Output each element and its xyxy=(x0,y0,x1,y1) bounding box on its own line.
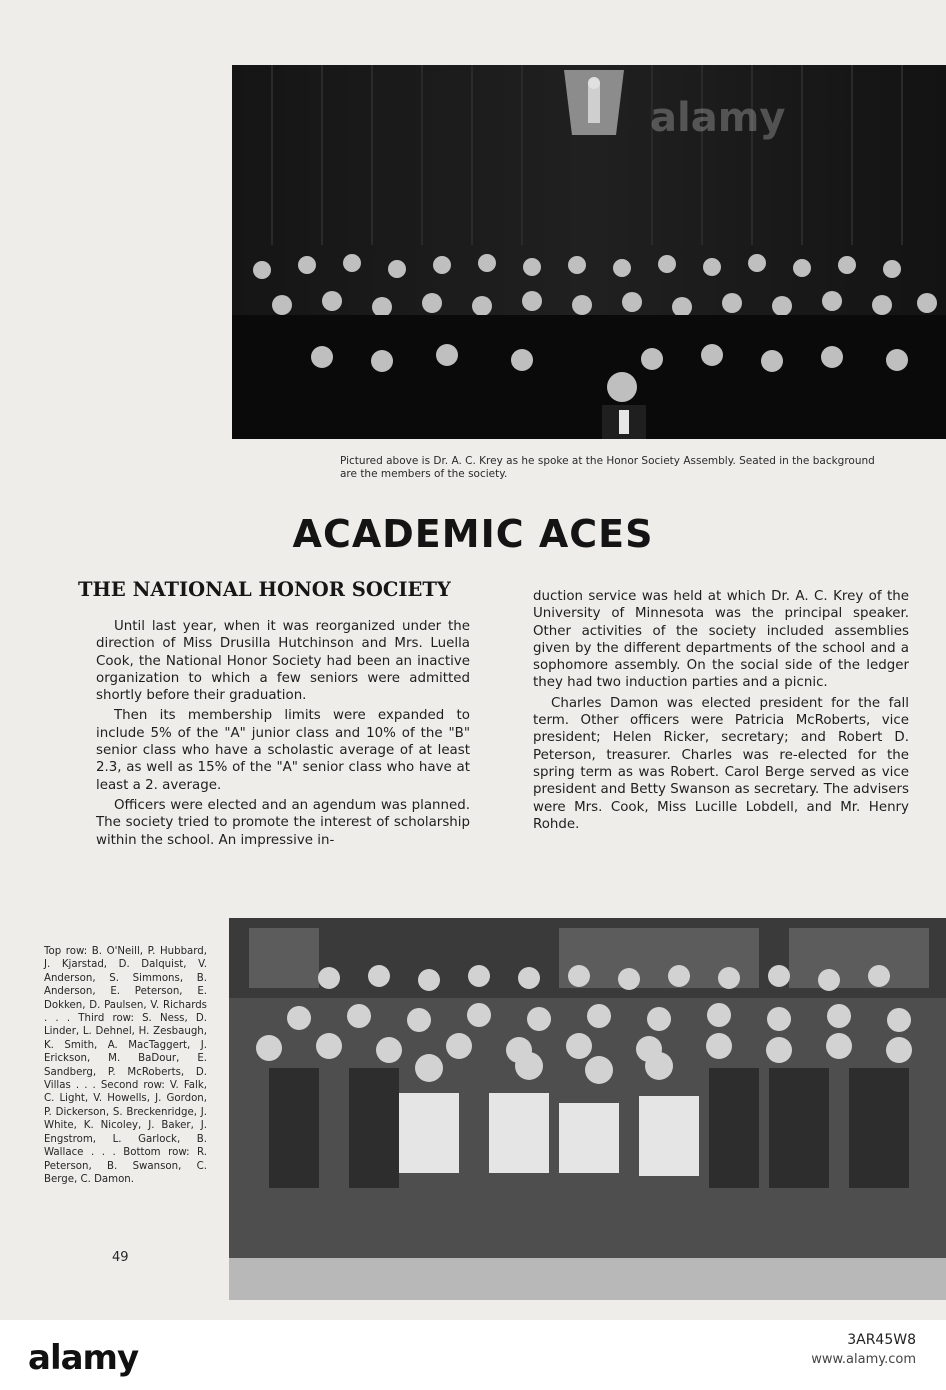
assembly-photo-caption: Pictured above is Dr. A. C. Krey as he spoke at the Honor Society Assembly. Seated in the background are the members of the society. xyxy=(340,455,875,480)
page-headline: ACADEMIC ACES xyxy=(292,512,654,556)
assembly-photo-drawing xyxy=(232,65,946,439)
paragraph: Until last year, when it was reorganized under the direction of Miss Drusilla Hutchinson and Mrs. Luella Cook, the National Honor Society had been an inactive organization to which a few seniors were admitted shortly before their graduation. xyxy=(96,619,470,704)
keystone-emblem-icon xyxy=(564,70,624,135)
stock-footer xyxy=(0,1320,946,1390)
stock-image-id: 3AR45W8 xyxy=(847,1332,916,1348)
article-right-column xyxy=(533,588,909,836)
group-photo xyxy=(229,918,946,1300)
article-left-column xyxy=(96,618,470,852)
paragraph: Then its membership limits were expanded to include 5% of the "A" junior class and 10% of the "B" senior class who have a scholastic average of at least 2.3, as well as 15% of the "A" senior class who have at least a 2. average. xyxy=(96,708,470,793)
page-number: 49 xyxy=(112,1250,129,1265)
paragraph: Officers were elected and an agendum was planned. The society tried to promote the interest of scholarship within the school. An impressive in- xyxy=(96,797,470,848)
paragraph: Charles Damon was elected president for the fall term. Other officers were Patricia McRoberts, vice president; Helen Ricker, secretary; and Robert D. Peterson, treasurer. Charles was re-elected for the spring term as was Robert. Carol Berge served as vice president and Betty Swanson as secretary. The advisers were Mrs. Cook, Miss Lucille Lobdell, and Mr. Henry Rohde. xyxy=(533,695,909,832)
section-title: THE NATIONAL HONOR SOCIETY xyxy=(78,578,451,601)
stock-url: www.alamy.com xyxy=(811,1352,916,1367)
assembly-photo xyxy=(232,65,946,439)
group-photo-drawing xyxy=(229,918,946,1300)
stock-watermark: alamy xyxy=(650,95,786,141)
paragraph: duction service was held at which Dr. A. C. Krey of the University of Minnesota was the principal speaker. Other activities of the society included assemblies given by the different departments of the school and a sophomore assembly. On the social side of the ledger they had two induction parties and a picnic. xyxy=(533,589,909,691)
group-photo-caption: Top row: B. O'Neill, P. Hubbard, J. Kjarstad, D. Dalquist, V. Anderson, S. Simmons, B. Anderson, E. Peterson, E. Dokken, D. Paulsen, V. Richards . . . Third row: S. Ness, D. Linder, L. Dehnel, H. Zesbaugh, K. Smith, A. MacTaggert, J. Erickson, M. BaDour, E. Sandberg, P. McRoberts, D. Villas . . . Second row: V. Falk, C. Light, V. Howells, J. Gordon, P. Dickerson, S. Breckenridge, J. White, K. Nicoley, J. Baker, J. Engstrom, L. Garlock, B. Wallace . . . Bottom row: R. Peterson, B. Swanson, C. Berge, C. Damon. xyxy=(44,946,207,1185)
stock-logo: alamy xyxy=(28,1338,139,1378)
